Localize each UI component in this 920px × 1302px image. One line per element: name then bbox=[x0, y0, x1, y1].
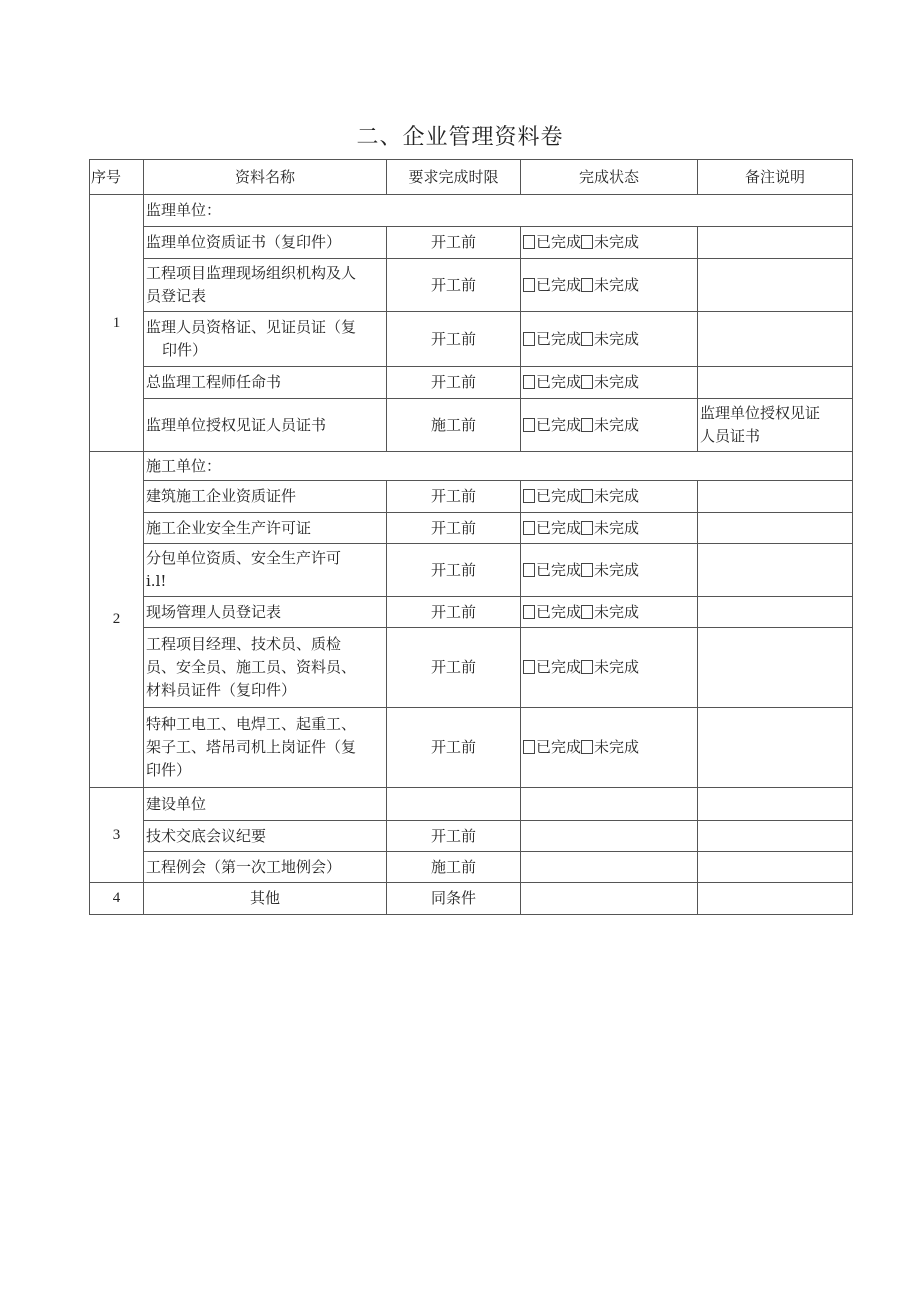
table-row bbox=[90, 788, 853, 821]
checkbox-undone[interactable] bbox=[581, 740, 593, 754]
item-remark bbox=[698, 259, 853, 312]
status-done-label: 已完成 bbox=[536, 275, 582, 294]
empty-cell bbox=[521, 788, 698, 821]
header-remark: 备注说明 bbox=[698, 160, 853, 195]
item-name-line: i.l! bbox=[146, 572, 167, 590]
checkbox-undone[interactable] bbox=[581, 278, 593, 292]
item-deadline: 开工前 bbox=[387, 481, 521, 513]
item-deadline: 开工前 bbox=[387, 544, 521, 597]
item-name: 其他 bbox=[144, 883, 387, 915]
checkbox-done[interactable] bbox=[523, 660, 535, 674]
table-row bbox=[90, 821, 853, 852]
table-row bbox=[90, 452, 853, 481]
status-done-label: 已完成 bbox=[536, 738, 582, 756]
group-seq: 1 bbox=[90, 195, 144, 452]
status-undone-label: 未完成 bbox=[594, 329, 640, 348]
table-row bbox=[90, 883, 853, 915]
item-remark bbox=[698, 708, 853, 788]
item-name-line: 员、安全员、施工员、资料员、 bbox=[146, 658, 357, 676]
item-name-line: 材料员证件（复印件） bbox=[146, 681, 297, 699]
item-remark bbox=[698, 227, 853, 259]
item-name-line: 分包单位资质、安全生产许可 bbox=[146, 549, 342, 567]
empty-cell bbox=[521, 821, 698, 852]
status-done-label: 已完成 bbox=[536, 602, 582, 621]
status-done-label: 已完成 bbox=[536, 487, 582, 505]
item-status bbox=[521, 312, 698, 367]
item-remark bbox=[698, 821, 853, 852]
status-done-label: 已完成 bbox=[536, 560, 582, 579]
item-deadline: 开工前 bbox=[387, 513, 521, 544]
header-status: 完成状态 bbox=[521, 160, 698, 195]
item-status bbox=[521, 227, 698, 259]
checkbox-done[interactable] bbox=[523, 740, 535, 754]
table-row bbox=[90, 597, 853, 628]
item-deadline: 开工前 bbox=[387, 708, 521, 788]
status-done-label: 已完成 bbox=[536, 518, 582, 537]
document-table bbox=[89, 159, 853, 915]
item-remark bbox=[698, 852, 853, 883]
group-seq: 3 bbox=[90, 788, 144, 883]
checkbox-done[interactable] bbox=[523, 332, 535, 346]
table-row bbox=[90, 312, 853, 367]
item-name-line: 架子工、塔吊司机上岗证件（复 bbox=[146, 738, 357, 756]
item-deadline: 开工前 bbox=[387, 821, 521, 852]
item-status bbox=[521, 259, 698, 312]
item-name bbox=[144, 708, 387, 788]
item-name-line: 特种工电工、电焊工、起重工、 bbox=[146, 715, 357, 733]
status-done-label: 已完成 bbox=[536, 658, 582, 676]
group-seq: 4 bbox=[90, 883, 144, 915]
table-row bbox=[90, 367, 853, 399]
group-label: 施工单位： bbox=[144, 452, 853, 481]
status-undone-label: 未完成 bbox=[594, 275, 640, 294]
checkbox-done[interactable] bbox=[523, 278, 535, 292]
remark-line: 监理单位授权见证 bbox=[700, 404, 821, 422]
remark-line: 人员证书 bbox=[700, 427, 761, 445]
item-remark bbox=[698, 597, 853, 628]
item-remark bbox=[698, 544, 853, 597]
header-name: 资料名称 bbox=[144, 160, 387, 195]
checkbox-undone[interactable] bbox=[581, 375, 593, 389]
item-remark bbox=[698, 628, 853, 708]
checkbox-undone[interactable] bbox=[581, 563, 593, 577]
group-label: 建设单位 bbox=[144, 788, 387, 821]
checkbox-done[interactable] bbox=[523, 521, 535, 535]
item-name bbox=[144, 259, 387, 312]
table-row bbox=[90, 195, 853, 227]
item-name: 总监理工程师任命书 bbox=[144, 367, 387, 399]
item-remark bbox=[698, 312, 853, 367]
status-undone-label: 未完成 bbox=[594, 738, 640, 756]
group-label: 监理单位： bbox=[144, 195, 853, 227]
checkbox-undone[interactable] bbox=[581, 235, 593, 249]
checkbox-done[interactable] bbox=[523, 375, 535, 389]
item-status bbox=[521, 367, 698, 399]
item-name: 监理单位资质证书（复印件） bbox=[144, 227, 387, 259]
item-remark bbox=[698, 513, 853, 544]
status-undone-label: 未完成 bbox=[594, 487, 640, 505]
item-name-line: 工程项目监理现场组织机构及人 bbox=[146, 264, 357, 282]
item-deadline: 开工前 bbox=[387, 259, 521, 312]
item-deadline: 开工前 bbox=[387, 597, 521, 628]
status-undone-label: 未完成 bbox=[594, 658, 640, 676]
item-status bbox=[521, 399, 698, 452]
checkbox-undone[interactable] bbox=[581, 489, 593, 503]
header-deadline: 要求完成时限 bbox=[387, 160, 521, 195]
item-deadline: 开工前 bbox=[387, 628, 521, 708]
empty-cell bbox=[387, 788, 521, 821]
table-row bbox=[90, 513, 853, 544]
item-status bbox=[521, 513, 698, 544]
item-name-line: 监理人员资格证、见证员证（复 bbox=[146, 318, 357, 336]
checkbox-done[interactable] bbox=[523, 605, 535, 619]
item-name: 建筑施工企业资质证件 bbox=[144, 481, 387, 513]
item-name bbox=[144, 628, 387, 708]
empty-cell bbox=[521, 852, 698, 883]
checkbox-done[interactable] bbox=[523, 235, 535, 249]
item-deadline: 施工前 bbox=[387, 852, 521, 883]
status-undone-label: 未完成 bbox=[594, 602, 640, 621]
table-row bbox=[90, 227, 853, 259]
checkbox-undone[interactable] bbox=[581, 605, 593, 619]
item-status bbox=[521, 544, 698, 597]
status-done-label: 已完成 bbox=[536, 415, 582, 434]
group-seq: 2 bbox=[90, 452, 144, 788]
table-row bbox=[90, 399, 853, 452]
status-undone-label: 未完成 bbox=[594, 560, 640, 579]
item-name: 技术交底会议纪要 bbox=[144, 821, 387, 852]
table-row bbox=[90, 544, 853, 597]
item-deadline: 施工前 bbox=[387, 399, 521, 452]
status-undone-label: 未完成 bbox=[594, 233, 640, 251]
page-title: 二、企业管理资料卷 bbox=[356, 125, 564, 150]
status-undone-label: 未完成 bbox=[594, 518, 640, 537]
status-undone-label: 未完成 bbox=[594, 373, 640, 391]
item-name bbox=[144, 312, 387, 367]
item-name: 施工企业安全生产许可证 bbox=[144, 513, 387, 544]
checkbox-undone[interactable] bbox=[581, 332, 593, 346]
status-undone-label: 未完成 bbox=[594, 415, 640, 434]
table-row bbox=[90, 628, 853, 708]
item-name: 工程例会（第一次工地例会） bbox=[144, 852, 387, 883]
checkbox-done[interactable] bbox=[523, 489, 535, 503]
item-deadline: 开工前 bbox=[387, 367, 521, 399]
table-row bbox=[90, 481, 853, 513]
item-deadline: 开工前 bbox=[387, 312, 521, 367]
status-done-label: 已完成 bbox=[536, 373, 582, 391]
item-status bbox=[521, 481, 698, 513]
item-name-line: 员登记表 bbox=[146, 287, 207, 305]
item-name: 现场管理人员登记表 bbox=[144, 597, 387, 628]
empty-cell bbox=[698, 883, 853, 915]
item-name: 监理单位授权见证人员证书 bbox=[144, 399, 387, 452]
item-status bbox=[521, 708, 698, 788]
empty-cell bbox=[521, 883, 698, 915]
header-seq: 序号 bbox=[90, 160, 144, 195]
item-name-line: 印件） bbox=[162, 341, 208, 359]
item-name-line: 印件） bbox=[146, 761, 192, 779]
table-row bbox=[90, 708, 853, 788]
item-remark bbox=[698, 399, 853, 452]
status-done-label: 已完成 bbox=[536, 233, 582, 251]
item-remark bbox=[698, 481, 853, 513]
header-row bbox=[90, 160, 853, 195]
item-name bbox=[144, 544, 387, 597]
table-row bbox=[90, 259, 853, 312]
item-deadline: 开工前 bbox=[387, 227, 521, 259]
empty-cell bbox=[698, 788, 853, 821]
checkbox-undone[interactable] bbox=[581, 418, 593, 432]
item-deadline: 同条件 bbox=[387, 883, 521, 915]
item-name-line: 工程项目经理、技术员、质检 bbox=[146, 635, 342, 653]
checkbox-done[interactable] bbox=[523, 418, 535, 432]
item-status bbox=[521, 597, 698, 628]
table-row bbox=[90, 852, 853, 883]
checkbox-done[interactable] bbox=[523, 563, 535, 577]
item-status bbox=[521, 628, 698, 708]
item-remark bbox=[698, 367, 853, 399]
checkbox-undone[interactable] bbox=[581, 660, 593, 674]
checkbox-undone[interactable] bbox=[581, 521, 593, 535]
status-done-label: 已完成 bbox=[536, 329, 582, 348]
